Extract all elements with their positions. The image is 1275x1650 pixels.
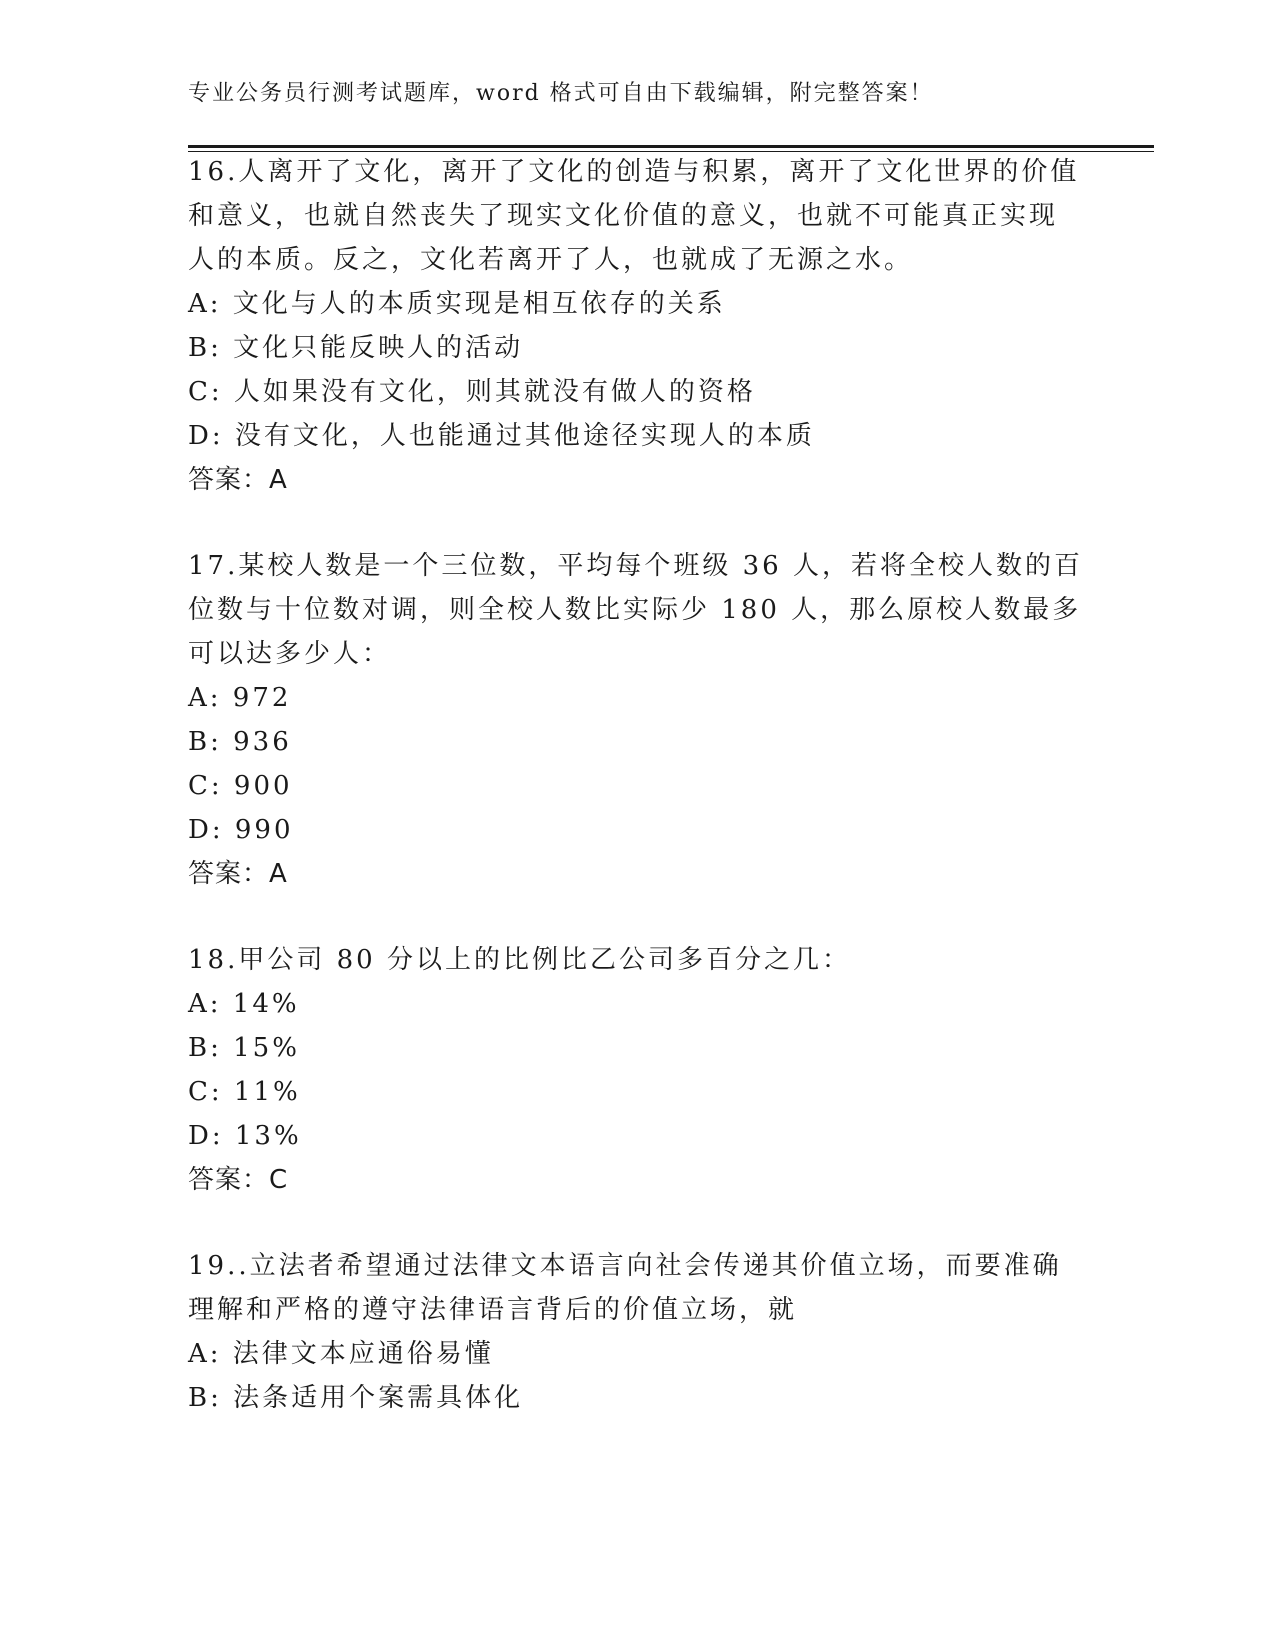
question-19-text-line-1: 19..立法者希望通过法律文本语言向社会传递其价值立场，而要准确 [188,1251,1062,1281]
question-18-answer: 答案：C [188,1165,289,1195]
question-16-option-d: D: 没有文化，人也能通过其他途径实现人的本质 [188,421,815,451]
question-17-answer: 答案：A [188,859,288,889]
question-16-text-line-2: 和意义，也就自然丧失了现实文化价值的意义，也就不可能真正实现 [188,201,1059,231]
question-19-option-b: B: 法条适用个案需具体化 [188,1383,524,1413]
question-17-text-line-1: 17.某校人数是一个三位数，平均每个班级 36 人，若将全校人数的百 [188,551,1083,581]
question-17-option-c: C: 900 [188,771,293,801]
question-17-text-line-2: 位数与十位数对调，则全校人数比实际少 180 人，那么原校人数最多 [188,595,1082,625]
question-19-text-line-2: 理解和严格的遵守法律语言背后的价值立场，就 [188,1295,798,1325]
question-18-option-b: B: 15% [188,1033,300,1063]
question-16-option-c: C: 人如果没有文化，则其就没有做人的资格 [188,377,756,407]
question-16-answer: 答案：A [188,465,288,495]
question-16-text-line-1: 16.人离开了文化，离开了文化的创造与积累，离开了文化世界的价值 [188,157,1080,187]
question-16-option-b: B: 文化只能反映人的活动 [188,333,524,363]
question-18-option-d: D: 13% [188,1121,302,1151]
question-18-option-a: A: 14% [188,989,300,1019]
question-17-option-b: B: 936 [188,727,292,757]
page-header: 专业公务员行测考试题库，word 格式可自由下载编辑，附完整答案！ [188,81,934,106]
header-rule-thin [188,151,1154,152]
question-18-text-line-1: 18.甲公司 80 分以上的比例比乙公司多百分之几： [188,945,851,975]
question-17-option-a: A: 972 [188,683,292,713]
question-18-option-c: C: 11% [188,1077,301,1107]
question-17-text-line-3: 可以达多少人： [188,639,392,669]
question-16-text-line-3: 人的本质。反之，文化若离开了人，也就成了无源之水。 [188,245,914,275]
question-16-option-a: A: 文化与人的本质实现是相互依存的关系 [188,289,726,319]
question-19-option-a: A: 法律文本应通俗易懂 [188,1339,494,1369]
header-rule-thick [188,145,1154,148]
question-17-option-d: D: 990 [188,815,294,845]
